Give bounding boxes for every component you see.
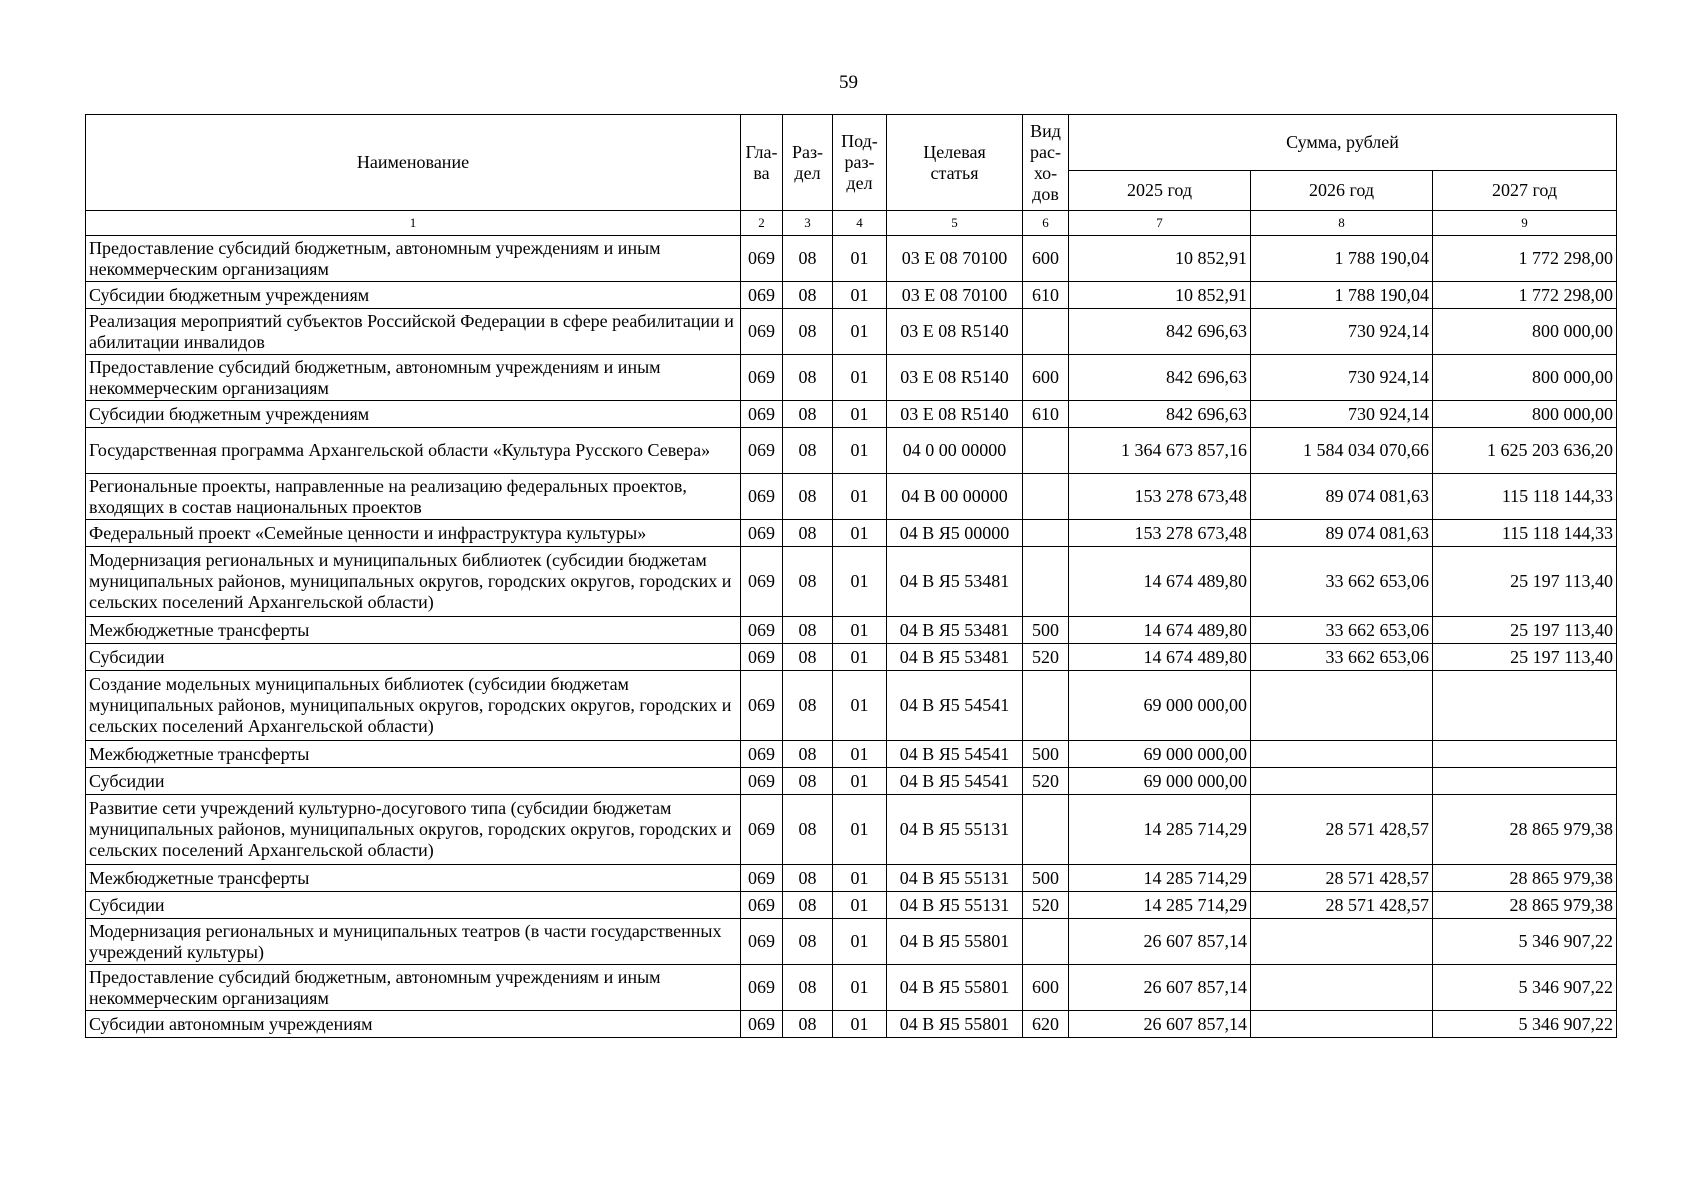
row-sum-2025: 69 000 000,00 <box>1069 768 1251 795</box>
row-celevaya-statya: 04 В Я5 55801 <box>887 965 1023 1011</box>
row-glava: 069 <box>741 644 783 671</box>
header-podrazdel-line: раз- <box>844 152 875 172</box>
header-vid-line: рас- <box>1030 141 1061 162</box>
row-sum-2027: 115 118 144,33 <box>1433 520 1617 547</box>
row-razdel: 08 <box>783 865 833 892</box>
row-sum-2025: 26 607 857,14 <box>1069 1011 1251 1038</box>
row-celevaya-statya: 03 Е 08 70100 <box>887 282 1023 309</box>
row-podrazdel: 01 <box>833 865 887 892</box>
row-celevaya-statya: 03 Е 08 R5140 <box>887 401 1023 428</box>
row-sum-2027: 25 197 113,40 <box>1433 617 1617 644</box>
row-sum-2026: 28 571 428,57 <box>1251 795 1433 865</box>
row-name: Реализация мероприятий субъектов Российской Федерации в сфере реабилитации и абилитации инвалидов <box>86 309 741 355</box>
row-sum-2027: 115 118 144,33 <box>1433 474 1617 520</box>
header-year-2027: 2027 год <box>1433 171 1617 211</box>
column-number: 8 <box>1251 211 1433 236</box>
table-row <box>86 865 1617 892</box>
row-podrazdel: 01 <box>833 428 887 474</box>
row-podrazdel: 01 <box>833 965 887 1011</box>
row-celevaya-statya: 03 Е 08 R5140 <box>887 309 1023 355</box>
table-row <box>86 547 1617 617</box>
row-sum-2026: 1 788 190,04 <box>1251 236 1433 282</box>
row-sum-2027: 28 865 979,38 <box>1433 795 1617 865</box>
header-podrazdel-line: дел <box>846 173 873 193</box>
row-sum-2027: 1 772 298,00 <box>1433 282 1617 309</box>
row-sum-2027: 28 865 979,38 <box>1433 865 1617 892</box>
header-year-2026: 2026 год <box>1251 171 1433 211</box>
row-razdel: 08 <box>783 547 833 617</box>
row-razdel: 08 <box>783 644 833 671</box>
row-name: Федеральный проект «Семейные ценности и инфраструктура культуры» <box>86 520 741 547</box>
row-sum-2025: 10 852,91 <box>1069 236 1251 282</box>
row-vid-rashodov: 620 <box>1023 1011 1069 1038</box>
row-name: Субсидии <box>86 892 741 919</box>
header-podrazdel <box>833 115 887 211</box>
row-vid-rashodov <box>1023 309 1069 355</box>
column-number: 6 <box>1023 211 1069 236</box>
row-glava: 069 <box>741 965 783 1011</box>
header-vid-line: дов <box>1032 183 1059 204</box>
row-razdel: 08 <box>783 236 833 282</box>
row-sum-2025: 26 607 857,14 <box>1069 965 1251 1011</box>
row-sum-2025: 14 674 489,80 <box>1069 617 1251 644</box>
row-podrazdel: 01 <box>833 401 887 428</box>
row-sum-2025: 14 285 714,29 <box>1069 795 1251 865</box>
row-sum-2026 <box>1251 965 1433 1011</box>
page-number: 59 <box>839 72 858 93</box>
row-vid-rashodov: 500 <box>1023 865 1069 892</box>
table-row <box>86 474 1617 520</box>
row-celevaya-statya: 04 В Я5 54541 <box>887 671 1023 741</box>
row-razdel: 08 <box>783 1011 833 1038</box>
row-name: Государственная программа Архангельской области «Культура Русского Севера» <box>86 428 741 474</box>
row-celevaya-statya: 04 В Я5 55131 <box>887 892 1023 919</box>
table-row <box>86 644 1617 671</box>
row-razdel: 08 <box>783 474 833 520</box>
row-sum-2026: 730 924,14 <box>1251 355 1433 401</box>
row-vid-rashodov: 500 <box>1023 741 1069 768</box>
row-razdel: 08 <box>783 671 833 741</box>
row-glava: 069 <box>741 892 783 919</box>
header-vid-line: хо- <box>1033 162 1058 183</box>
row-celevaya-statya: 04 В Я5 55131 <box>887 865 1023 892</box>
row-name: Региональные проекты, направленные на реализацию федеральных проектов, входящих в состав национальных проектов <box>86 474 741 520</box>
header-vid <box>1023 115 1069 211</box>
row-glava: 069 <box>741 401 783 428</box>
table-row <box>86 795 1617 865</box>
row-razdel: 08 <box>783 355 833 401</box>
row-sum-2027: 5 346 907,22 <box>1433 965 1617 1011</box>
row-celevaya-statya: 03 Е 08 R5140 <box>887 355 1023 401</box>
row-celevaya-statya: 03 Е 08 70100 <box>887 236 1023 282</box>
row-name: Субсидии бюджетным учреждениям <box>86 401 741 428</box>
row-sum-2026: 1 788 190,04 <box>1251 282 1433 309</box>
row-podrazdel: 01 <box>833 1011 887 1038</box>
row-vid-rashodov: 520 <box>1023 644 1069 671</box>
row-vid-rashodov: 600 <box>1023 355 1069 401</box>
row-name: Межбюджетные трансферты <box>86 741 741 768</box>
budget-table <box>85 114 1617 1038</box>
row-vid-rashodov: 600 <box>1023 965 1069 1011</box>
row-podrazdel: 01 <box>833 644 887 671</box>
row-glava: 069 <box>741 671 783 741</box>
row-sum-2025: 14 674 489,80 <box>1069 547 1251 617</box>
row-glava: 069 <box>741 865 783 892</box>
row-sum-2026: 1 584 034 070,66 <box>1251 428 1433 474</box>
row-celevaya-statya: 04 0 00 00000 <box>887 428 1023 474</box>
row-glava: 069 <box>741 309 783 355</box>
row-razdel: 08 <box>783 401 833 428</box>
table-row <box>86 520 1617 547</box>
row-sum-2026: 730 924,14 <box>1251 401 1433 428</box>
row-vid-rashodov <box>1023 547 1069 617</box>
row-glava: 069 <box>741 474 783 520</box>
row-sum-2026 <box>1251 741 1433 768</box>
row-vid-rashodov <box>1023 474 1069 520</box>
row-sum-2026: 33 662 653,06 <box>1251 617 1433 644</box>
row-podrazdel: 01 <box>833 768 887 795</box>
row-razdel: 08 <box>783 768 833 795</box>
header-razdel-line: дел <box>794 162 821 183</box>
row-sum-2026: 33 662 653,06 <box>1251 644 1433 671</box>
row-vid-rashodov <box>1023 919 1069 965</box>
column-number: 2 <box>741 211 783 236</box>
column-numbers-row <box>86 211 1617 236</box>
row-podrazdel: 01 <box>833 795 887 865</box>
row-glava: 069 <box>741 282 783 309</box>
row-sum-2026: 33 662 653,06 <box>1251 547 1433 617</box>
row-podrazdel: 01 <box>833 919 887 965</box>
table-body <box>86 236 1617 1038</box>
row-sum-2027: 1 772 298,00 <box>1433 236 1617 282</box>
column-number: 7 <box>1069 211 1251 236</box>
table-row <box>86 282 1617 309</box>
table-row <box>86 671 1617 741</box>
row-vid-rashodov: 520 <box>1023 768 1069 795</box>
header-celevaya-line: Целевая <box>923 141 986 162</box>
row-sum-2026: 730 924,14 <box>1251 309 1433 355</box>
row-razdel: 08 <box>783 965 833 1011</box>
row-sum-2025: 14 285 714,29 <box>1069 865 1251 892</box>
table-row <box>86 919 1617 965</box>
header-year-2025: 2025 год <box>1069 171 1251 211</box>
row-glava: 069 <box>741 741 783 768</box>
row-sum-2025: 153 278 673,48 <box>1069 520 1251 547</box>
row-podrazdel: 01 <box>833 741 887 768</box>
row-name: Предоставление субсидий бюджетным, автономным учреждениям и иным некоммерческим организациям <box>86 965 741 1011</box>
header-vid-line: Вид <box>1030 120 1061 141</box>
row-vid-rashodov: 520 <box>1023 892 1069 919</box>
row-glava: 069 <box>741 617 783 644</box>
row-glava: 069 <box>741 236 783 282</box>
row-vid-rashodov: 610 <box>1023 401 1069 428</box>
table-row <box>86 236 1617 282</box>
row-sum-2025: 10 852,91 <box>1069 282 1251 309</box>
table-row <box>86 768 1617 795</box>
row-sum-2027: 25 197 113,40 <box>1433 644 1617 671</box>
row-celevaya-statya: 04 В Я5 53481 <box>887 617 1023 644</box>
row-sum-2025: 26 607 857,14 <box>1069 919 1251 965</box>
row-glava: 069 <box>741 355 783 401</box>
table-row <box>86 741 1617 768</box>
row-sum-2027: 800 000,00 <box>1433 401 1617 428</box>
row-vid-rashodov <box>1023 520 1069 547</box>
row-podrazdel: 01 <box>833 309 887 355</box>
table-row <box>86 617 1617 644</box>
row-sum-2026 <box>1251 1011 1433 1038</box>
row-sum-2025: 14 285 714,29 <box>1069 892 1251 919</box>
row-sum-2027 <box>1433 671 1617 741</box>
table-row <box>86 1011 1617 1038</box>
row-celevaya-statya: 04 В Я5 53481 <box>887 547 1023 617</box>
row-sum-2025: 842 696,63 <box>1069 309 1251 355</box>
row-name: Субсидии бюджетным учреждениям <box>86 282 741 309</box>
row-name: Межбюджетные трансферты <box>86 865 741 892</box>
header-name: Наименование <box>86 115 741 211</box>
row-name: Модернизация региональных и муниципальных библиотек (субсидии бюджетам муниципальных районов, муниципальных округов, городских округов, городских и сельских поселений Архангельской области) <box>86 547 741 617</box>
row-glava: 069 <box>741 795 783 865</box>
header-row <box>86 115 1617 171</box>
row-podrazdel: 01 <box>833 282 887 309</box>
column-number: 5 <box>887 211 1023 236</box>
row-sum-2026: 28 571 428,57 <box>1251 865 1433 892</box>
row-vid-rashodov: 600 <box>1023 236 1069 282</box>
row-podrazdel: 01 <box>833 671 887 741</box>
row-sum-2027: 1 625 203 636,20 <box>1433 428 1617 474</box>
row-sum-2026: 89 074 081,63 <box>1251 520 1433 547</box>
row-sum-2025: 153 278 673,48 <box>1069 474 1251 520</box>
row-name: Межбюджетные трансферты <box>86 617 741 644</box>
row-name: Предоставление субсидий бюджетным, автономным учреждениям и иным некоммерческим организациям <box>86 355 741 401</box>
row-podrazdel: 01 <box>833 520 887 547</box>
row-sum-2026 <box>1251 671 1433 741</box>
row-sum-2027: 5 346 907,22 <box>1433 919 1617 965</box>
row-razdel: 08 <box>783 617 833 644</box>
header-celevaya <box>887 115 1023 211</box>
row-podrazdel: 01 <box>833 892 887 919</box>
row-podrazdel: 01 <box>833 236 887 282</box>
row-sum-2025: 842 696,63 <box>1069 401 1251 428</box>
table-row <box>86 965 1617 1011</box>
table-row <box>86 892 1617 919</box>
row-name: Субсидии автономным учреждениям <box>86 1011 741 1038</box>
row-razdel: 08 <box>783 282 833 309</box>
row-razdel: 08 <box>783 741 833 768</box>
row-sum-2025: 842 696,63 <box>1069 355 1251 401</box>
table-row <box>86 428 1617 474</box>
row-vid-rashodov <box>1023 428 1069 474</box>
row-sum-2025: 69 000 000,00 <box>1069 671 1251 741</box>
row-sum-2025: 69 000 000,00 <box>1069 741 1251 768</box>
row-razdel: 08 <box>783 520 833 547</box>
row-celevaya-statya: 04 В Я5 55801 <box>887 919 1023 965</box>
header-razdel-line: Раз- <box>791 141 824 162</box>
table-row <box>86 355 1617 401</box>
header-razdel <box>783 115 833 211</box>
row-podrazdel: 01 <box>833 617 887 644</box>
column-number: 1 <box>86 211 741 236</box>
header-podrazdel-line: Под- <box>841 131 878 151</box>
row-glava: 069 <box>741 768 783 795</box>
header-glava-line: Гла- <box>745 141 778 162</box>
column-number: 3 <box>783 211 833 236</box>
row-glava: 069 <box>741 919 783 965</box>
row-sum-2025: 14 674 489,80 <box>1069 644 1251 671</box>
row-sum-2027 <box>1433 768 1617 795</box>
row-razdel: 08 <box>783 309 833 355</box>
header-celevaya-line: статья <box>930 162 979 183</box>
row-glava: 069 <box>741 547 783 617</box>
header-glava-line: ва <box>753 162 770 183</box>
row-sum-2027: 28 865 979,38 <box>1433 892 1617 919</box>
row-celevaya-statya: 04 В Я5 54541 <box>887 768 1023 795</box>
row-sum-2027 <box>1433 741 1617 768</box>
row-name: Субсидии <box>86 644 741 671</box>
row-glava: 069 <box>741 1011 783 1038</box>
row-podrazdel: 01 <box>833 355 887 401</box>
row-razdel: 08 <box>783 919 833 965</box>
row-celevaya-statya: 04 В Я5 54541 <box>887 741 1023 768</box>
row-vid-rashodov <box>1023 671 1069 741</box>
column-number: 4 <box>833 211 887 236</box>
row-razdel: 08 <box>783 428 833 474</box>
row-razdel: 08 <box>783 795 833 865</box>
row-celevaya-statya: 04 В Я5 55131 <box>887 795 1023 865</box>
row-sum-2026 <box>1251 768 1433 795</box>
row-glava: 069 <box>741 428 783 474</box>
row-glava: 069 <box>741 520 783 547</box>
row-sum-2026: 89 074 081,63 <box>1251 474 1433 520</box>
row-name: Создание модельных муниципальных библиотек (субсидии бюджетам муниципальных районов, муниципальных округов, городских округов, городских и сельских поселений Архангельской области) <box>86 671 741 741</box>
row-name: Развитие сети учреждений культурно-досугового типа (субсидии бюджетам муниципальных районов, муниципальных округов, городских округов, городских и сельских поселений Архангельской области) <box>86 795 741 865</box>
row-sum-2026: 28 571 428,57 <box>1251 892 1433 919</box>
row-razdel: 08 <box>783 892 833 919</box>
table-row <box>86 309 1617 355</box>
row-sum-2027: 25 197 113,40 <box>1433 547 1617 617</box>
header-glava <box>741 115 783 211</box>
row-sum-2025: 1 364 673 857,16 <box>1069 428 1251 474</box>
row-vid-rashodov: 500 <box>1023 617 1069 644</box>
row-celevaya-statya: 04 В Я5 53481 <box>887 644 1023 671</box>
row-vid-rashodov: 610 <box>1023 282 1069 309</box>
row-celevaya-statya: 04 В Я5 00000 <box>887 520 1023 547</box>
row-name: Предоставление субсидий бюджетным, автономным учреждениям и иным некоммерческим организациям <box>86 236 741 282</box>
row-podrazdel: 01 <box>833 547 887 617</box>
column-number: 9 <box>1433 211 1617 236</box>
row-sum-2027: 800 000,00 <box>1433 309 1617 355</box>
row-celevaya-statya: 04 В Я5 55801 <box>887 1011 1023 1038</box>
header-summa: Сумма, рублей <box>1069 115 1617 171</box>
table-row <box>86 401 1617 428</box>
row-celevaya-statya: 04 В 00 00000 <box>887 474 1023 520</box>
row-podrazdel: 01 <box>833 474 887 520</box>
row-name: Модернизация региональных и муниципальных театров (в части государственных учреждений культуры) <box>86 919 741 965</box>
row-sum-2027: 800 000,00 <box>1433 355 1617 401</box>
row-vid-rashodov <box>1023 795 1069 865</box>
row-name: Субсидии <box>86 768 741 795</box>
row-sum-2026 <box>1251 919 1433 965</box>
row-sum-2027: 5 346 907,22 <box>1433 1011 1617 1038</box>
